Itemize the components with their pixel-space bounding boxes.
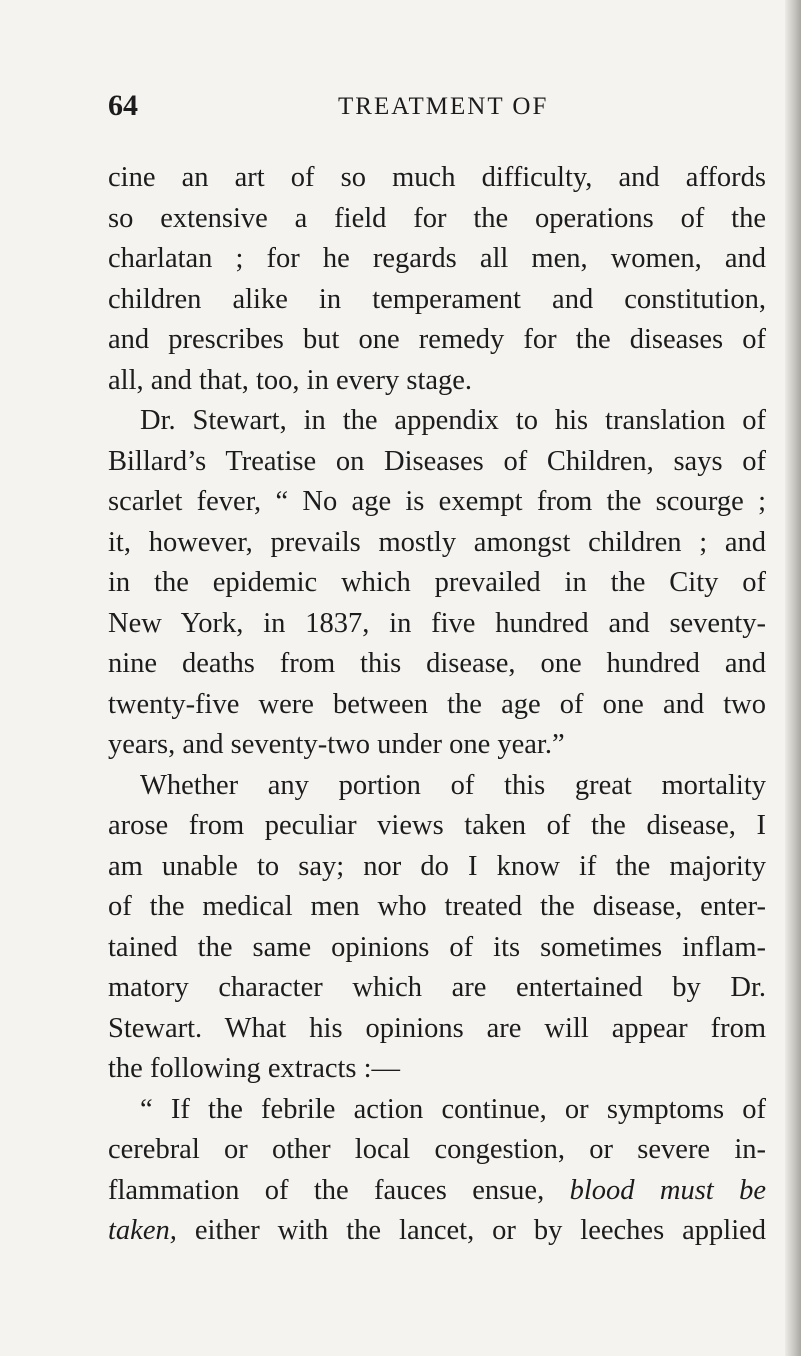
text-line: Stewart. What his opinions are will appear from bbox=[108, 1012, 766, 1044]
text-line: children alike in temperament and constitution, bbox=[108, 283, 766, 315]
page-edge-shadow bbox=[785, 0, 801, 1356]
text-line: cerebral or other local congestion, or severe in- bbox=[108, 1134, 766, 1165]
text-line: New York, in 1837, in five hundred and seventy- bbox=[108, 607, 766, 639]
text-line: in the epidemic which prevailed in the City of bbox=[108, 567, 766, 598]
body-text bbox=[108, 158, 766, 1252]
text-line: cine an art of so much difficulty, and affords bbox=[108, 162, 766, 193]
text-line-with-emphasis bbox=[108, 1211, 766, 1252]
text-line: of the medical men who treated the disease, enter- bbox=[108, 891, 766, 922]
text-line: charlatan ; for he regards all men, women, and bbox=[108, 243, 766, 274]
text-line: Whether any portion of this great mortality bbox=[140, 769, 766, 801]
text-line: nine deaths from this disease, one hundred and bbox=[108, 648, 766, 679]
text-line: so extensive a field for the operations of the bbox=[108, 202, 766, 234]
running-head: TREATMENT OF bbox=[338, 93, 549, 120]
text-line: “ If the febrile action continue, or symptoms of bbox=[140, 1093, 766, 1125]
text-line: scarlet fever, “ No age is exempt from the scourge ; bbox=[108, 486, 766, 517]
italic-emphasis: taken, bbox=[108, 1215, 177, 1246]
text-line: am unable to say; nor do I know if the majority bbox=[108, 850, 766, 882]
text-line: matory character which are entertained by Dr. bbox=[108, 972, 766, 1003]
page-header bbox=[108, 86, 708, 126]
text-line: it, however, prevails mostly amongst children ; and bbox=[108, 526, 766, 558]
text-line: the following extracts :— bbox=[108, 1053, 401, 1084]
text-line: arose from peculiar views taken of the disease, I bbox=[108, 810, 766, 841]
text-line: and prescribes but one remedy for the diseases of bbox=[108, 324, 766, 355]
text-line: years, and seventy-two under one year.” bbox=[108, 729, 565, 760]
text-fragment: either with the lancet, or by leeches applied bbox=[194, 1215, 767, 1246]
italic-emphasis: blood must be bbox=[569, 1174, 766, 1206]
text-line: tained the same opinions of its sometimes inflam- bbox=[108, 931, 766, 963]
text-line: twenty-five were between the age of one and two bbox=[108, 688, 766, 720]
text-line: Billard’s Treatise on Diseases of Children, says of bbox=[108, 445, 766, 477]
text-line-with-emphasis bbox=[108, 1171, 766, 1212]
text-line: all, and that, too, in every stage. bbox=[108, 364, 473, 396]
text-line: Dr. Stewart, in the appendix to his translation of bbox=[140, 405, 766, 436]
page-number: 64 bbox=[108, 89, 138, 122]
text-fragment: flammation of the fauces ensue, bbox=[108, 1174, 545, 1206]
